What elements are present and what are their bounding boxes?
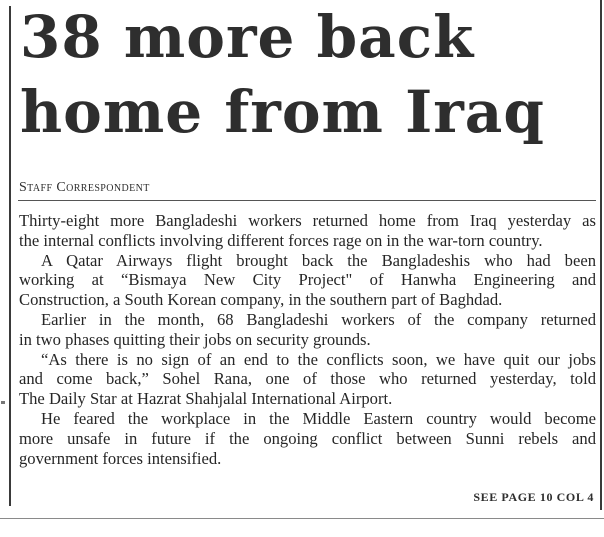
right-column-rule xyxy=(600,0,602,510)
paragraph xyxy=(19,310,596,350)
text-line: Construction, a South Korean company, in the southern part of Baghdad. xyxy=(19,290,503,310)
headline xyxy=(20,0,600,150)
text-line: “As there is no sign of an end to the conflicts soon, we have quit our jobs xyxy=(41,349,596,369)
paragraph xyxy=(19,211,596,251)
headline-line-2: home from Iraq xyxy=(20,78,545,146)
byline: Staff Correspondent xyxy=(19,180,150,195)
text-line: Thirty-eight more Bangladeshi workers returned home from Iraq yesterday as xyxy=(19,211,596,230)
text-line: more unsafe in future if the ongoing conflict between Sunni rebels and xyxy=(19,428,596,448)
text-line: and come back,” Sohel Rana, one of those who returned yesterday, told xyxy=(19,369,596,389)
headline-line-1: 38 more back xyxy=(20,3,475,71)
article-body xyxy=(19,211,596,468)
left-column-rule xyxy=(9,6,11,506)
text-line: government forces intensified. xyxy=(19,448,222,468)
text-line: the internal conflicts involving different forces rage on in the war-torn country. xyxy=(19,230,543,250)
text-line: The Daily Star at Hazrat Shahjalal International Airport. xyxy=(19,389,393,409)
text-line: in two phases quitting their jobs on security grounds. xyxy=(19,329,371,349)
margin-mark xyxy=(1,401,5,404)
text-line: A Qatar Airways flight brought back the Bangladeshis who had been xyxy=(41,250,596,270)
text-line: He feared the workplace in the Middle Eastern country would become xyxy=(41,408,596,428)
paragraph xyxy=(19,409,596,468)
continued-jump-line: SEE PAGE 10 COL 4 xyxy=(473,490,594,504)
text-line: Earlier in the month, 68 Bangladeshi workers of the company returned xyxy=(41,309,596,329)
paragraph xyxy=(19,251,596,310)
byline-divider xyxy=(18,200,596,201)
bottom-rule xyxy=(0,518,604,519)
text-line: working at “Bismaya New City Project" of Hanwha Engineering and xyxy=(19,270,596,290)
paragraph xyxy=(19,350,596,409)
